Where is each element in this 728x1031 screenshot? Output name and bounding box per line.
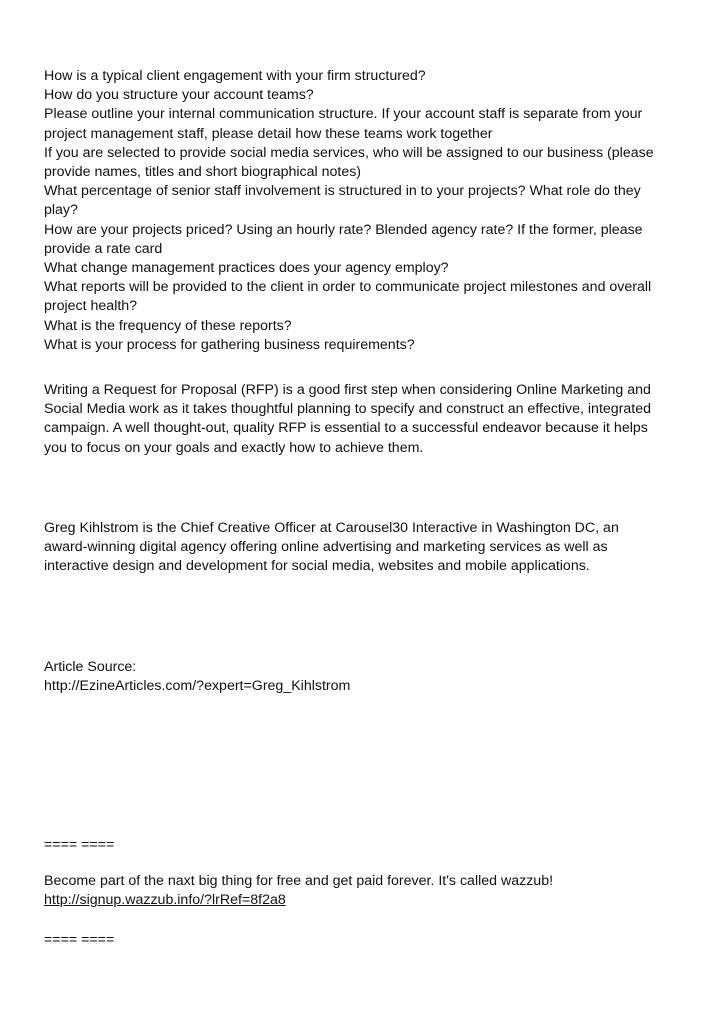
- promo-text: Become part of the naxt big thing for free and get paid forever. It's called wazzub!: [44, 873, 554, 889]
- intro-line: Social Media work as it takes thoughtful planning to specify and construct an effective, integrated: [44, 401, 652, 418]
- question-line: project management staff, please detail how these teams work together: [44, 125, 493, 142]
- separator-text: ==== ====: [44, 837, 115, 853]
- question-line: What is your process for gathering business requirements?: [44, 336, 415, 353]
- question-line: play?: [44, 202, 78, 219]
- question-line: project health?: [44, 298, 138, 315]
- question-line: What reports will be provided to the client in order to communicate project milestones and overall: [44, 279, 652, 296]
- author-bio: [44, 519, 689, 577]
- question-line: What percentage of senior staff involvement is structured in to your projects? What role do they: [44, 183, 641, 200]
- question-line: If you are selected to provide social media services, who will be assigned to our business (please: [44, 144, 654, 161]
- promo-block: [44, 872, 689, 910]
- question-line: provide names, titles and short biographical notes): [44, 164, 362, 181]
- question-line: provide a rate card: [44, 240, 163, 257]
- intro-paragraph: [44, 381, 689, 458]
- question-line: How is a typical client engagement with your firm structured?: [44, 68, 426, 84]
- separator-text: ==== ====: [44, 932, 115, 948]
- intro-line: campaign. A well thought-out, quality RFP is essential to a successful endeavor because it helps: [44, 420, 648, 437]
- intro-line: Writing a Request for Proposal (RFP) is a good first step when considering Online Marketing and: [44, 382, 651, 398]
- separator-top: [44, 836, 689, 855]
- bio-line: Greg Kihlstrom is the Chief Creative Officer at Carousel30 Interactive in Washington DC, an: [44, 520, 619, 536]
- promo-link[interactable]: http://signup.wazzub.info/?lrRef=8f2a8: [44, 892, 286, 909]
- source-label: Article Source:: [44, 659, 137, 675]
- question-line: How are your projects priced? Using an hourly rate? Blended agency rate? If the former, please: [44, 221, 643, 238]
- question-line: Please outline your internal communication structure. If your account staff is separate from your: [44, 106, 643, 123]
- bio-line: interactive design and development for social media, websites and mobile applications.: [44, 558, 590, 575]
- intro-line: you to focus on your goals and exactly how to achieve them.: [44, 439, 424, 456]
- question-list: [44, 67, 689, 355]
- question-line: What change management practices does your agency employ?: [44, 260, 449, 277]
- bio-line: award-winning digital agency offering online advertising and marketing services as well as: [44, 539, 608, 556]
- source-url[interactable]: http://EzineArticles.com/?expert=Greg_Kihlstrom: [44, 678, 351, 695]
- separator-bottom: [44, 931, 689, 950]
- question-line: How do you structure your account teams?: [44, 87, 314, 104]
- article-source: [44, 658, 689, 696]
- question-line: What is the frequency of these reports?: [44, 317, 292, 334]
